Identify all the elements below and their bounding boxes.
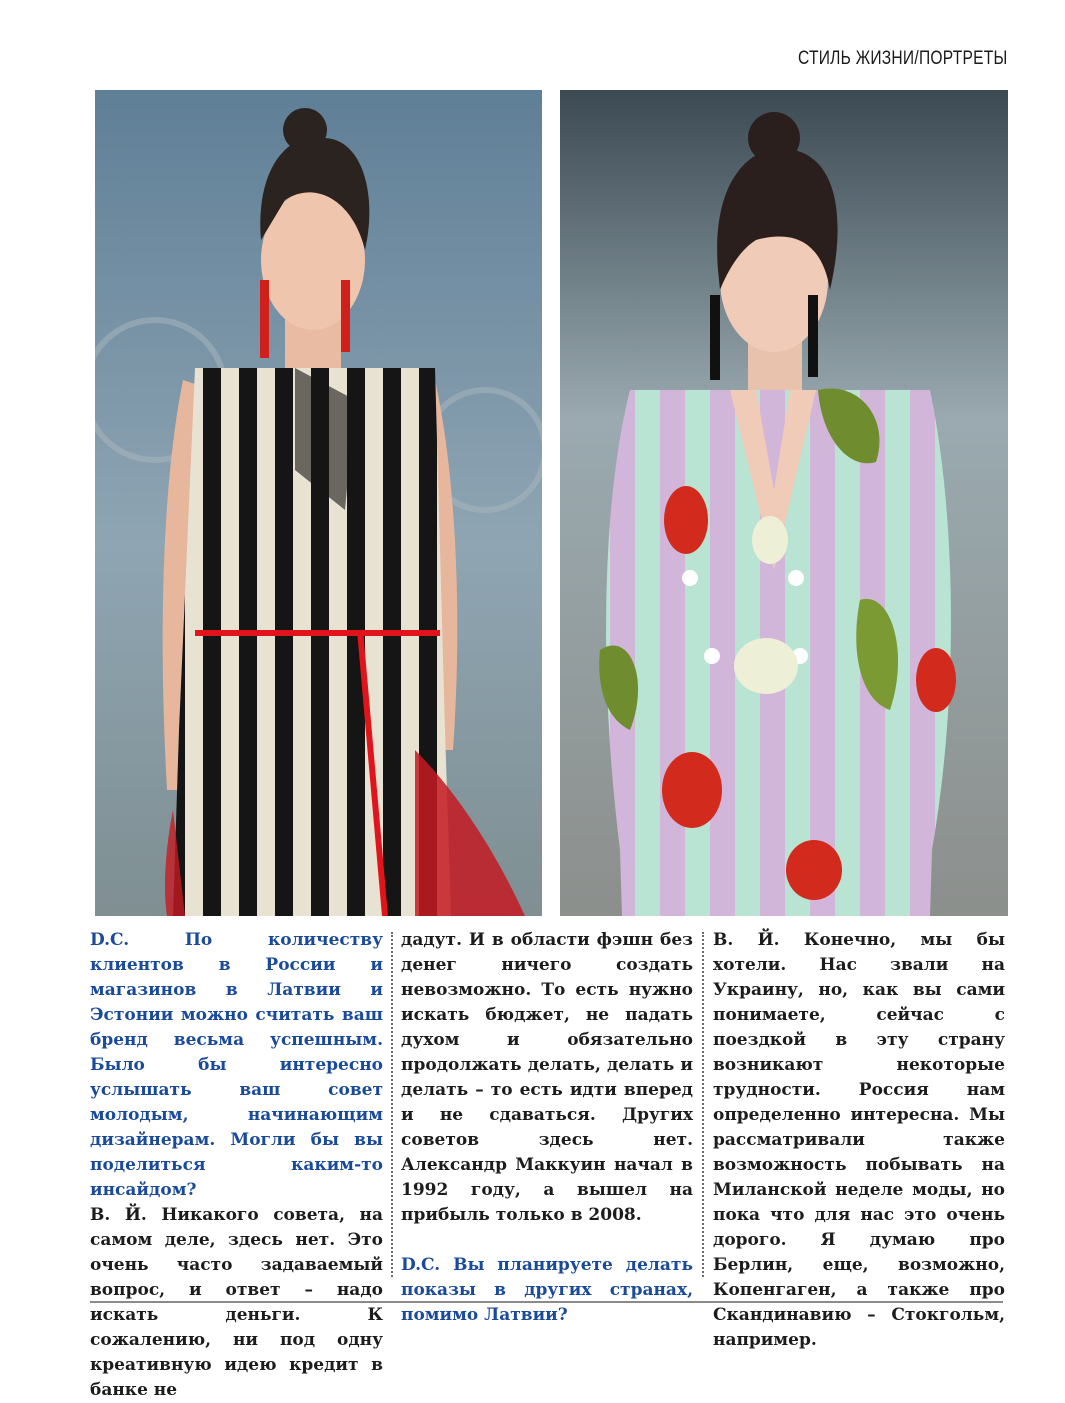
text-column-3: [713, 928, 1005, 1353]
interview-answer: дадут. И в области фэшн без денег ничего создать невозможно. То есть нужно искать бюджет, не падать духом и обязательно продолжать делать, делать и делать – то есть идти вперед и не сдаваться. Других советов здесь нет. Александр Маккуин начал в 1992 году, а вышел на прибыль только в 2008.: [401, 930, 693, 1225]
interview-answer: В. Й. Никакого совета, на самом деле, здесь нет. Это очень часто задаваемый вопрос, и ответ – надо искать деньги. К сожалению, ни под одну креативную идею кредит в банке не: [90, 1205, 383, 1400]
photo-striped-dress: [95, 90, 542, 916]
model-striped-dress-icon: [95, 90, 542, 916]
paragraph-gap: [401, 1228, 693, 1253]
photo-vegetable-suit: [560, 90, 1008, 916]
interview-question: D.C. Вы планируете делать показы в других странах, помимо Латвии?: [401, 1255, 693, 1325]
model-vegetable-print-suit-icon: [560, 90, 1008, 916]
interview-answer: В. Й. Конечно, мы бы хотели. Нас звали на Украину, но, как вы сами понимаете, сейчас с поездкой в эту страну возникают некоторые трудности. Россия нам определенно интересна. Мы рассматривали также возможность побывать на Миланской неделе моды, но пока что для нас это очень дорого. Я думаю про Берлин, еще, возможно, Копенгаген, а также про Скандинавию – Стокгольм, например.: [713, 930, 1005, 1350]
text-column-1: [90, 928, 383, 1403]
column-divider: [702, 932, 704, 1277]
footer-rule: [90, 1301, 1003, 1303]
interview-question: D.C. По количеству клиентов в России и магазинов в Латвии и Эстонии можно считать ваш бренд весьма успешным. Было бы интересно услышать ваш совет молодым, начинающим дизайнерам. Могли бы вы поделиться каким-то инсайдом?: [90, 930, 383, 1200]
text-column-2: [401, 928, 693, 1328]
section-title: СТИЛЬ ЖИЗНИ/ПОРТРЕТЫ: [798, 48, 1008, 69]
column-divider: [391, 932, 393, 1277]
